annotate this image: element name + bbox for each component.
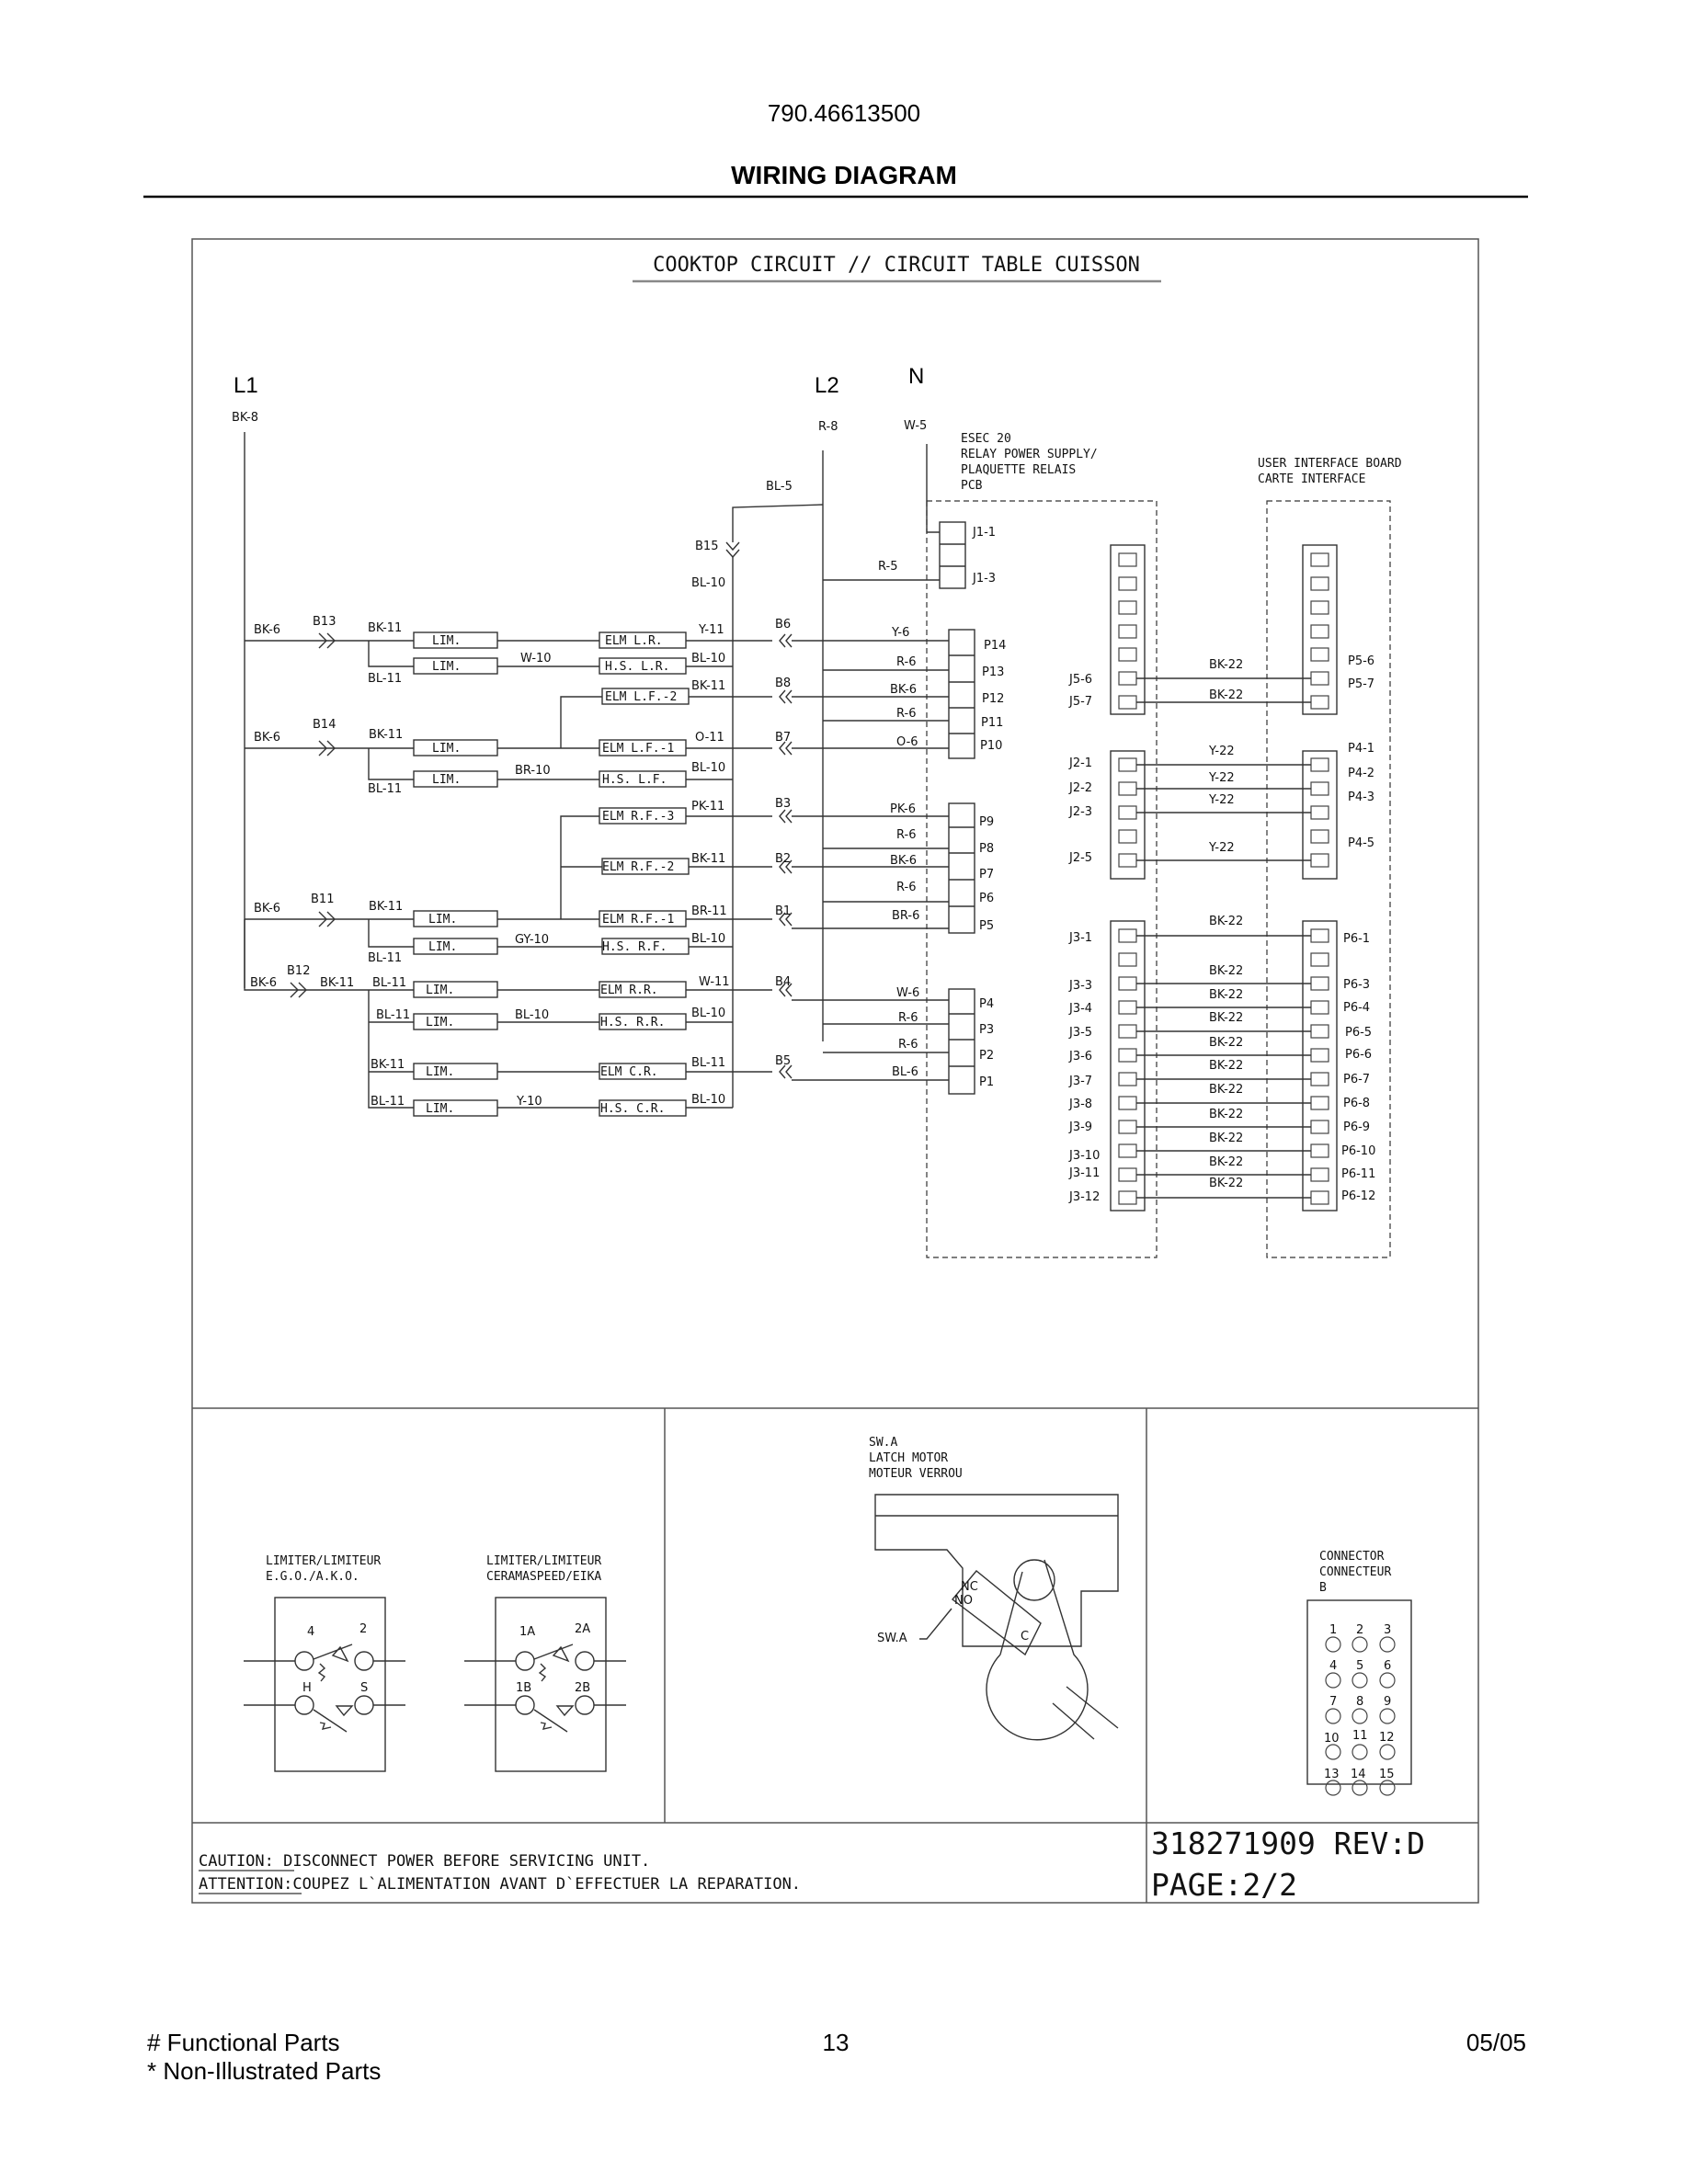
pin-number: 4 [1329, 1659, 1338, 1673]
p-wire-label: BK-6 [890, 854, 918, 868]
terminal-label: 2 [359, 1622, 368, 1636]
j-label: J2-1 [1069, 756, 1093, 770]
b12-after-wire: BK-11 [320, 976, 355, 990]
caution-text [199, 1852, 650, 1871]
element-elm-rf-1 [599, 911, 686, 927]
model-number: 790.46613500 [767, 99, 921, 127]
limiter-ego-title-1: LIMITER/LIMITEUR [266, 1554, 382, 1568]
b12-connector: B12 [287, 964, 311, 978]
cooktop-branches [245, 615, 414, 1109]
b15-connector: B15 [695, 540, 719, 553]
ui-board-label-2: CARTE INTERFACE [1258, 472, 1366, 486]
pin-label: P12 [982, 692, 1005, 706]
latch-c-label: C [1021, 1630, 1030, 1644]
b13-top-wire: BK-11 [368, 621, 403, 635]
pin-label: P2 [979, 1049, 995, 1063]
out-wire-label: BL-10 [691, 761, 726, 775]
p-label: P6-1 [1343, 932, 1371, 946]
bl5-wire: BL-5 [766, 480, 793, 494]
element-label: H.S. R.F. [602, 940, 667, 954]
j-wire-label: BK-22 [1209, 988, 1244, 1002]
j1-1-label: J1-1 [973, 526, 997, 540]
j1-3-label: J1-3 [973, 572, 997, 586]
b12-r3-wire: BK-11 [371, 1058, 405, 1072]
out-wire-label: BL-10 [691, 1007, 726, 1020]
limiters-and-elements [414, 623, 772, 1116]
p-label: P6-11 [1341, 1167, 1376, 1181]
element-label: ELM R.F.-3 [602, 810, 675, 824]
out-wire-label: BL-10 [691, 652, 726, 665]
mid-wire-label: BR-10 [515, 764, 551, 778]
j-label: J2-5 [1069, 851, 1093, 865]
latch-title-1: SW.A [869, 1436, 898, 1450]
j-wire-label: BK-22 [1209, 915, 1244, 928]
pin-number: 2 [1356, 1623, 1364, 1637]
caution-block [199, 1826, 1425, 1903]
p-wire-label: W-6 [896, 986, 920, 1000]
out-wire-label: PK-11 [691, 800, 725, 813]
caution-label: CAUTION: [199, 1852, 274, 1871]
connector-b-title-2: CONNECTEUR [1319, 1565, 1392, 1579]
b7-connector: B7 [775, 731, 792, 745]
p-wire-label: O-6 [896, 735, 918, 749]
connector-b-title-3: B [1319, 1581, 1327, 1595]
element-hs-lr [599, 658, 686, 674]
element-label: ELM L.F.-1 [602, 742, 675, 756]
lim-label: LIM. [426, 1065, 455, 1079]
element-label: ELM C.R. [600, 1065, 658, 1079]
b13-bottom-wire: BL-11 [368, 672, 403, 686]
j-label: J3-12 [1069, 1190, 1101, 1204]
lim-label: LIM. [426, 1102, 455, 1116]
p-label: P6-8 [1343, 1097, 1371, 1110]
j-label: J2-2 [1069, 781, 1093, 795]
supply-lines [232, 364, 949, 1108]
p-label: P4-1 [1348, 742, 1375, 756]
b11-top-wire: BK-11 [369, 900, 404, 914]
out-wire-label: BL-10 [691, 932, 726, 946]
j-label: J3-10 [1069, 1149, 1101, 1163]
p-label: P4-2 [1348, 767, 1375, 780]
p-connectors [775, 618, 1006, 1094]
element-label: ELM L.F.-2 [605, 690, 678, 704]
limiter-cera-title-2: CERAMASPEED/EIKA [486, 1570, 602, 1584]
lim-row-7 [414, 982, 497, 997]
terminal-label: 2B [575, 1681, 591, 1695]
terminal-label: S [360, 1681, 369, 1695]
p-label: P6-3 [1343, 978, 1371, 992]
j-wire-label: BK-22 [1209, 1155, 1244, 1169]
out-wire-label: BR-11 [691, 904, 727, 918]
pin-number: 7 [1329, 1695, 1338, 1709]
pin-label: P7 [979, 868, 995, 882]
j-wire-label: Y-22 [1209, 841, 1235, 855]
limiter-ceramaspeed-symbol [464, 1554, 626, 1771]
lim-label: LIM. [428, 913, 458, 927]
page-date: 05/05 [1466, 2029, 1526, 2056]
pin-label: P9 [979, 815, 995, 829]
limiter-ego-symbol [244, 1554, 405, 1771]
element-elm-cr [599, 1064, 686, 1079]
relay-board-label-3: PLAQUETTE RELAIS [961, 463, 1077, 477]
element-label: H.S. R.R. [600, 1016, 666, 1029]
b14-connector: B14 [313, 718, 336, 732]
terminal-label: 4 [307, 1625, 315, 1639]
j-wire-label: BK-22 [1209, 1059, 1244, 1073]
p-wire-label: PK-6 [890, 802, 916, 816]
l2-label: L2 [815, 373, 839, 398]
element-label: ELM R.F.-1 [602, 913, 675, 927]
element-label: H.S. L.F. [602, 773, 667, 787]
element-elm-rf-2 [602, 859, 689, 874]
j-label: J3-8 [1069, 1098, 1093, 1111]
j-wire-label: BK-22 [1209, 1011, 1244, 1025]
element-label: H.S. C.R. [600, 1102, 666, 1116]
n-label: N [908, 364, 925, 389]
p-label: P4-5 [1348, 836, 1375, 850]
element-label: H.S. L.R. [605, 660, 670, 674]
b11-in-wire: BK-6 [254, 902, 281, 916]
j-label: J3-1 [1069, 931, 1093, 945]
j-wire-label: BK-22 [1209, 964, 1244, 978]
element-hs-lf [599, 771, 686, 787]
limiter-ego-title-2: E.G.O./A.K.O. [266, 1570, 359, 1584]
j3-p6-connectors [1068, 915, 1375, 1211]
lim-row-8 [414, 1014, 497, 1029]
p-label: P5-6 [1348, 654, 1375, 668]
legend-non-illustrated-parts: * Non-Illustrated Parts [147, 2057, 382, 2085]
page-title: WIRING DIAGRAM [731, 161, 957, 189]
b4-connector: B4 [775, 975, 792, 989]
j-wire-label: BK-22 [1209, 1132, 1244, 1145]
b12-in-wire: BK-6 [250, 976, 278, 990]
lim-label: LIM. [426, 984, 455, 997]
j-label: J3-7 [1069, 1075, 1093, 1088]
mid-wire-label: W-10 [520, 652, 552, 665]
lim-row-9 [414, 1064, 497, 1079]
out-wire-label: BK-11 [691, 852, 726, 866]
lim-label: LIM. [432, 634, 462, 648]
b2-connector: B2 [775, 852, 792, 866]
lim-row-2 [414, 658, 497, 674]
j-wire-label: BK-22 [1209, 1083, 1244, 1097]
p-label: P6-5 [1345, 1026, 1373, 1040]
p-label: P6-6 [1345, 1048, 1373, 1062]
pin-number: 5 [1356, 1659, 1364, 1673]
lim-label: LIM. [426, 1016, 455, 1029]
b14-bottom-wire: BL-11 [368, 782, 403, 796]
connector-b-symbol [1307, 1550, 1411, 1795]
b13-in-wire: BK-6 [254, 623, 281, 637]
p-wire-label: R-6 [896, 707, 917, 721]
lim-row-3 [414, 740, 497, 756]
j-wire-label: BK-22 [1209, 1177, 1244, 1190]
attention-label: ATTENTION: [199, 1875, 293, 1894]
diagram-title: COOKTOP CIRCUIT // CIRCUIT TABLE CUISSON [653, 254, 1140, 277]
pin-number: 15 [1379, 1768, 1395, 1781]
lim-row-10 [414, 1100, 497, 1116]
out-wire-label: Y-11 [699, 623, 724, 637]
legend-functional-parts: # Functional Parts [147, 2029, 340, 2056]
j-label: J3-11 [1069, 1166, 1101, 1180]
n-wire: W-5 [904, 419, 928, 433]
element-hs-rf [602, 938, 689, 954]
j-label: J5-7 [1069, 695, 1093, 709]
latch-no-label: NO [954, 1594, 973, 1608]
p-wire-label: BL-6 [892, 1065, 918, 1079]
j2-p4-connectors [1068, 742, 1374, 879]
pin-number: 3 [1384, 1623, 1392, 1637]
lim-label: LIM. [432, 773, 462, 787]
p-label: P6-9 [1343, 1120, 1371, 1134]
mid-wire-label: GY-10 [515, 933, 550, 947]
lim-label: LIM. [432, 742, 462, 756]
p-label: P6-10 [1341, 1144, 1376, 1158]
b3-connector: B3 [775, 797, 792, 811]
p-wire-label: R-6 [898, 1038, 918, 1052]
relay-board-label-4: PCB [961, 479, 983, 493]
pin-number: 13 [1324, 1768, 1340, 1781]
b12-r4-wire: BL-11 [371, 1095, 405, 1109]
pin-label: P5 [979, 919, 995, 933]
j-label: J3-3 [1069, 979, 1093, 993]
b5-connector: B5 [775, 1054, 792, 1068]
p-wire-label: Y-6 [892, 626, 910, 640]
j-wire-label: BK-22 [1209, 658, 1244, 672]
latch-title-2: LATCH MOTOR [869, 1451, 949, 1465]
b13-connector: B13 [313, 615, 336, 629]
pin-label: P11 [981, 716, 1004, 730]
terminal-label: 1A [519, 1625, 536, 1639]
j-label: J2-3 [1069, 805, 1093, 819]
l1-wire: BK-8 [232, 411, 259, 425]
page-number: 13 [822, 2029, 850, 2056]
j-wire-label: BK-22 [1209, 1108, 1244, 1121]
element-elm-rr [599, 982, 686, 997]
pin-label: P8 [979, 842, 995, 856]
p-label: P4-3 [1348, 791, 1375, 804]
terminal-label: H [302, 1681, 312, 1695]
out-wire-label: O-11 [695, 731, 724, 745]
j-wire-label: Y-22 [1209, 793, 1235, 807]
pin-number: 14 [1351, 1768, 1366, 1781]
latch-nc-label: NC [961, 1580, 978, 1594]
p-wire-label: R-6 [896, 655, 917, 669]
pin-number: 6 [1384, 1659, 1392, 1673]
p-label: P5-7 [1348, 677, 1375, 691]
lim-label: LIM. [432, 660, 462, 674]
pin-label: P3 [979, 1023, 995, 1037]
pin-number: 9 [1384, 1695, 1392, 1709]
element-elm-lf-1 [599, 740, 686, 756]
pin-number: 1 [1329, 1623, 1338, 1637]
p-wire-label: R-6 [896, 881, 917, 894]
pin-label: P14 [984, 639, 1007, 653]
limiter-cera-title-1: LIMITER/LIMITEUR [486, 1554, 602, 1568]
j-wire-label: BK-22 [1209, 1036, 1244, 1050]
j-wire-label: Y-22 [1209, 771, 1235, 785]
pin-number: 8 [1356, 1695, 1364, 1709]
latch-sw-label: SW.A [877, 1632, 907, 1645]
caution-message: DISCONNECT POWER BEFORE SERVICING UNIT. [273, 1852, 651, 1871]
lim-label: LIM. [428, 940, 458, 954]
pin-label: P4 [979, 997, 995, 1011]
element-label: ELM R.R. [600, 984, 658, 997]
b14-in-wire: BK-6 [254, 731, 281, 745]
document-page: PAGE:2/2 [1151, 1867, 1297, 1903]
latch-title-3: MOTEUR VERROU [869, 1467, 963, 1481]
lim-row-5 [414, 911, 497, 927]
document-number: 318271909 REV:D [1151, 1826, 1426, 1861]
j-label: J3-5 [1069, 1026, 1093, 1040]
element-label: ELM L.R. [605, 634, 663, 648]
connector-b-title-1: CONNECTOR [1319, 1550, 1385, 1564]
p-wire-label: R-6 [898, 1011, 918, 1025]
j5-p5-connectors [1068, 545, 1374, 714]
element-label: ELM R.F.-2 [602, 860, 675, 874]
element-elm-rf-3 [599, 808, 686, 824]
lim-row-1 [414, 632, 497, 648]
b11-bottom-wire: BL-11 [368, 951, 403, 965]
b1-connector: B1 [775, 904, 792, 918]
out-wire-label: BL-10 [691, 1093, 726, 1107]
pin-label: P1 [979, 1075, 995, 1089]
b8-connector: B8 [775, 677, 792, 690]
ui-board-label-1: USER INTERFACE BOARD [1258, 457, 1402, 471]
element-elm-lr [599, 632, 686, 648]
mid-wire-label: BL-10 [515, 1008, 550, 1022]
out-wire-label: W-11 [699, 975, 730, 989]
l2-wire: R-8 [818, 420, 838, 434]
r5-wire: R-5 [878, 560, 898, 574]
terminal-label: 1B [516, 1681, 532, 1695]
p-label: P6-12 [1341, 1189, 1376, 1203]
lim-row-4 [414, 771, 497, 787]
pin-number: 12 [1379, 1731, 1395, 1745]
b6-connector: B6 [775, 618, 792, 631]
attention-text [199, 1875, 801, 1894]
p-wire-label: BR-6 [892, 909, 920, 923]
j-label: J3-6 [1069, 1050, 1093, 1064]
element-elm-lf-2 [602, 688, 689, 704]
pin-number: 11 [1352, 1729, 1368, 1743]
pin-number: 10 [1324, 1732, 1340, 1746]
pin-label: P13 [982, 665, 1005, 679]
mid-wire-label: Y-10 [517, 1095, 542, 1109]
p-label: P6-7 [1343, 1073, 1371, 1086]
p-label: P6-4 [1343, 1001, 1371, 1015]
element-hs-cr [599, 1100, 686, 1116]
lim-row-6 [414, 938, 497, 954]
b14-top-wire: BK-11 [369, 728, 404, 742]
p-wire-label: R-6 [896, 828, 917, 842]
terminal-label: 2A [575, 1622, 591, 1636]
latch-motor-symbol [869, 1436, 1118, 1740]
pin-label: P6 [979, 892, 995, 905]
relay-board-label-1: ESEC 20 [961, 432, 1011, 446]
attention-message: COUPEZ L`ALIMENTATION AVANT D`EFFECTUER LA REPARATION. [292, 1875, 802, 1894]
l1-label: L1 [234, 373, 258, 398]
pin-label: P10 [980, 739, 1003, 753]
j-label: J3-9 [1069, 1120, 1093, 1134]
j-label: J3-4 [1069, 1002, 1093, 1016]
element-hs-rr [599, 1014, 686, 1029]
out-wire-label: BK-11 [691, 679, 726, 693]
p-wire-label: BK-6 [890, 683, 918, 697]
b11-connector: B11 [311, 893, 335, 906]
j-label: J5-6 [1069, 673, 1093, 687]
b12-r1-wire: BL-11 [372, 976, 407, 990]
relay-board-label-2: RELAY POWER SUPPLY/ [961, 448, 1098, 461]
j-wire-label: BK-22 [1209, 688, 1244, 702]
bl10-wire-top: BL-10 [691, 576, 726, 590]
out-wire-label: BL-11 [691, 1056, 726, 1070]
b12-r2-wire: BL-11 [376, 1008, 411, 1022]
j-wire-label: Y-22 [1209, 745, 1235, 758]
